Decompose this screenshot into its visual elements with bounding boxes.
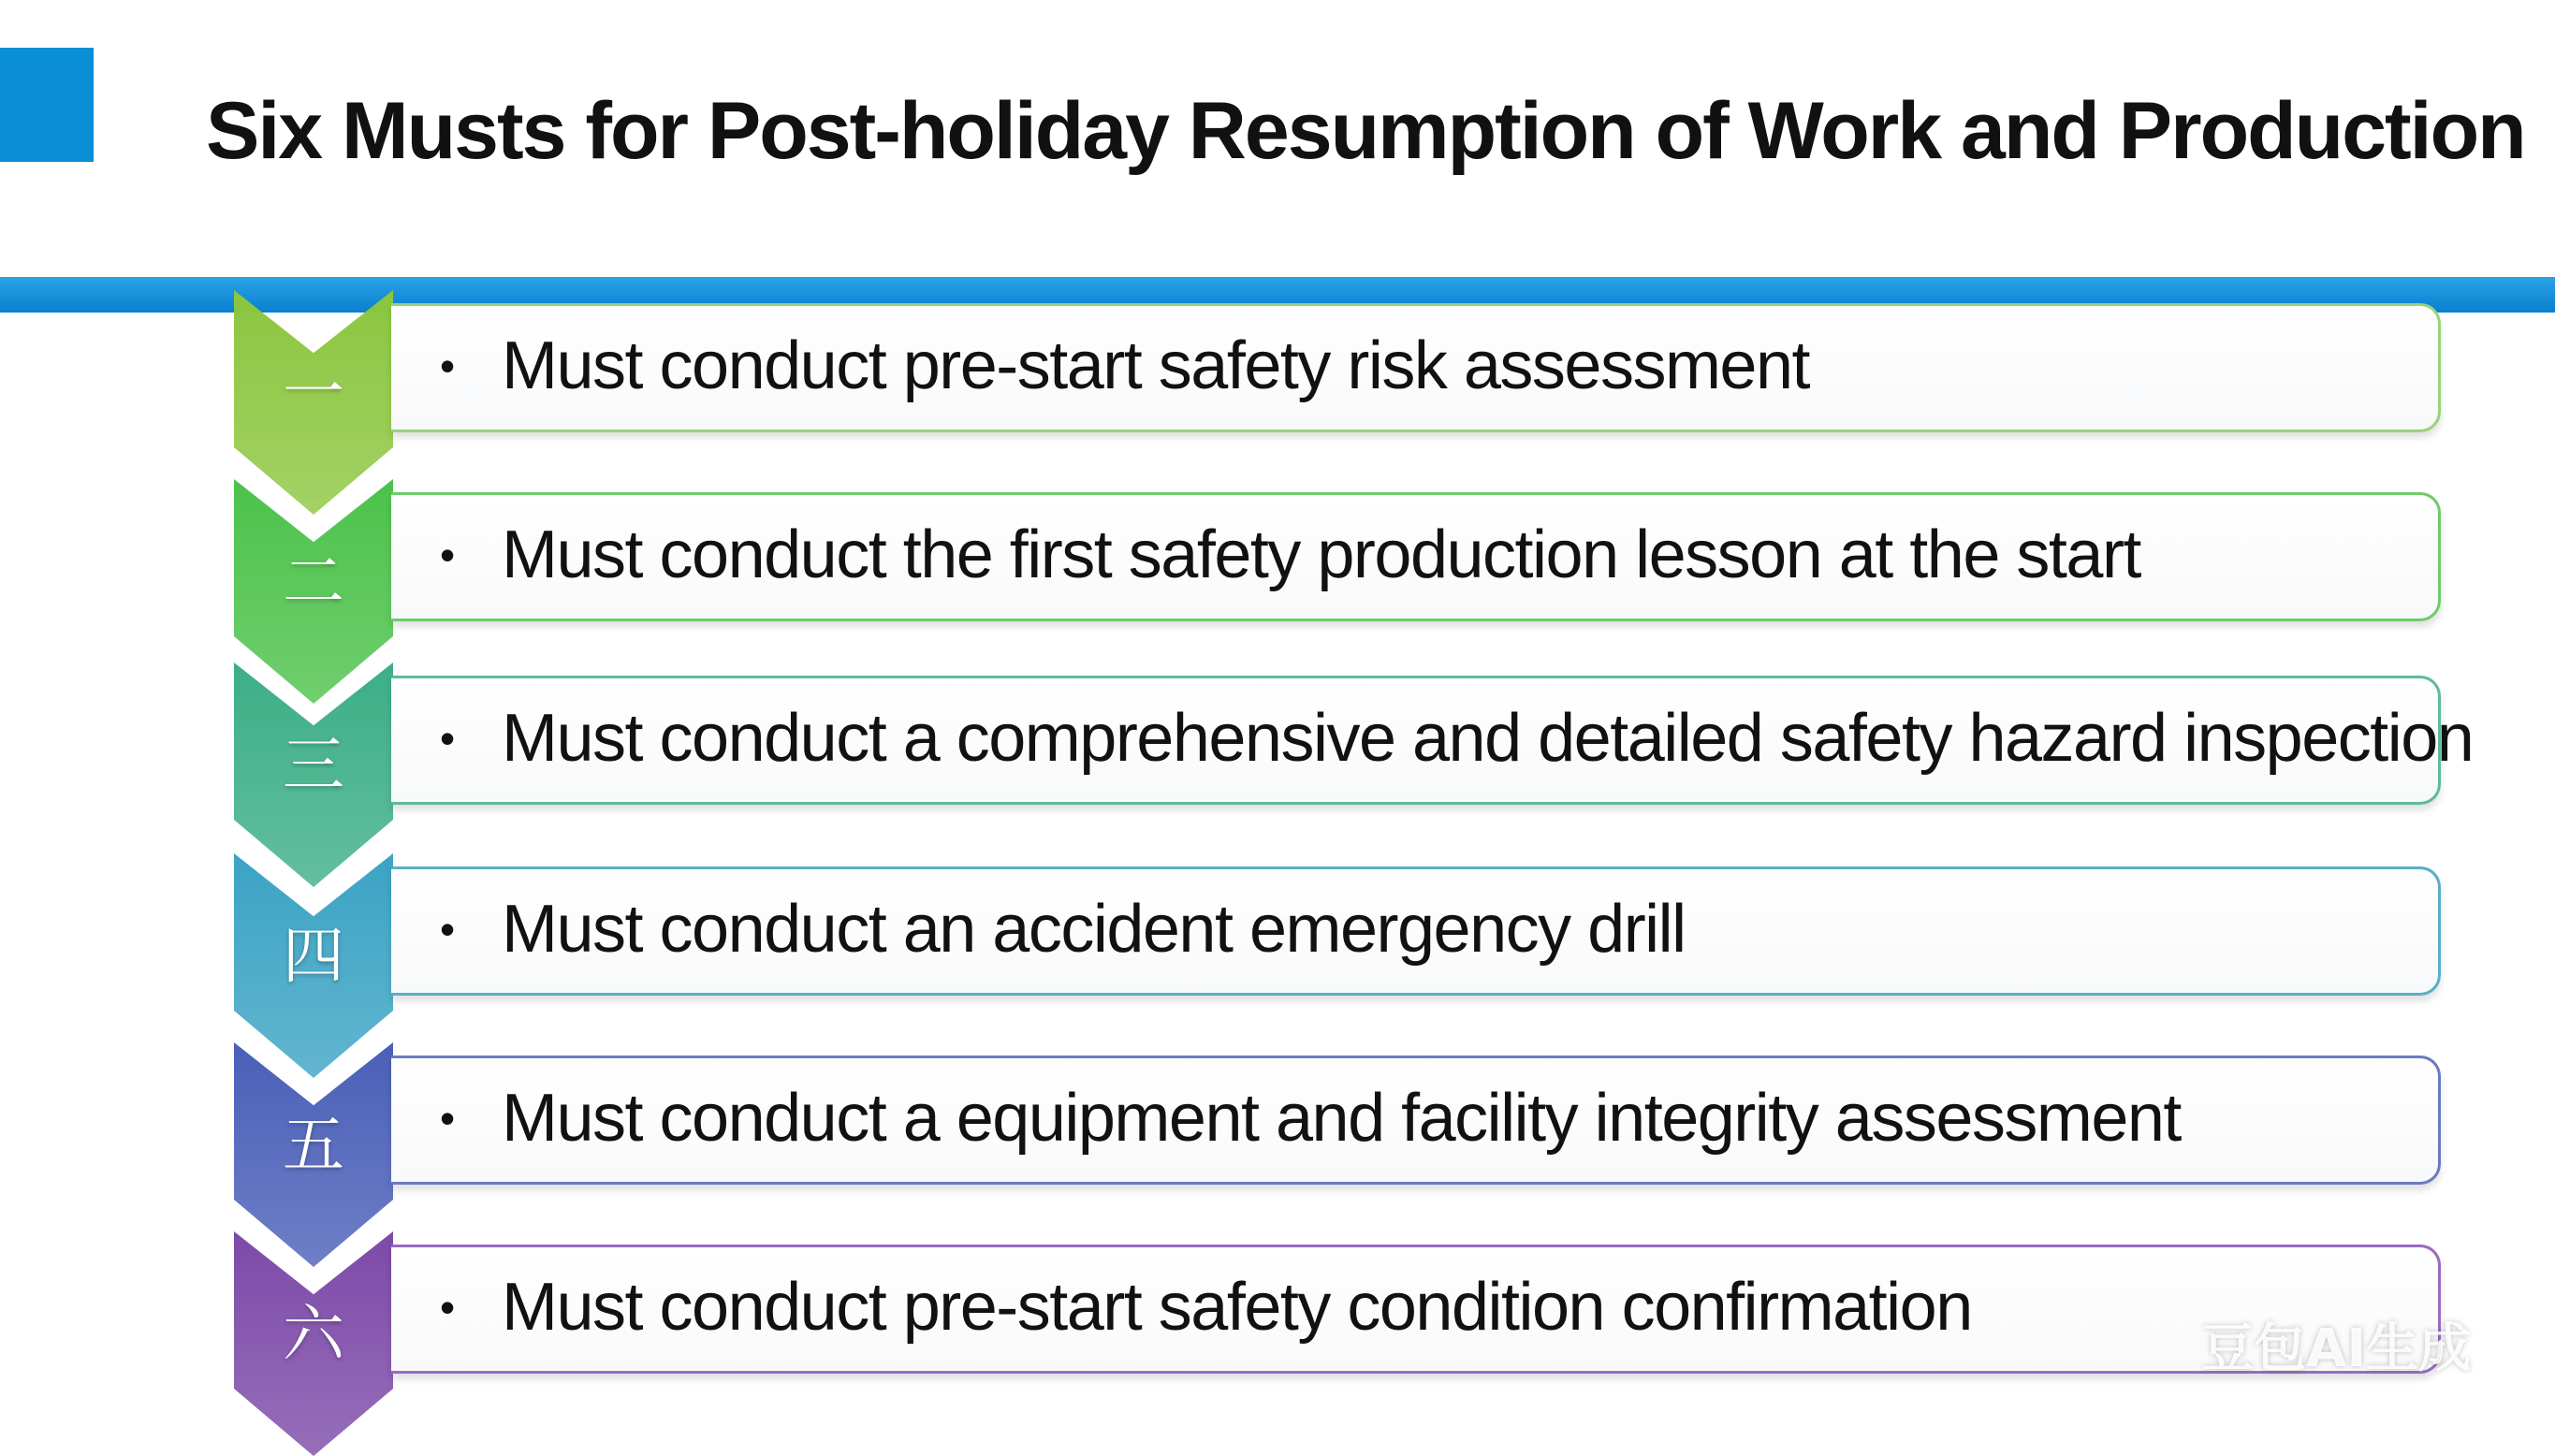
item-text: Must conduct pre-start safety risk assessment (502, 328, 1810, 403)
bullet-icon: • (439, 714, 456, 763)
list-item (0, 479, 2555, 666)
item-box (391, 1056, 2441, 1185)
item-text: Must conduct pre-start safety condition confirmation (502, 1270, 1972, 1345)
item-numeral: 五 (283, 1109, 344, 1181)
item-box (391, 1245, 2441, 1374)
bullet-icon: • (439, 1094, 456, 1143)
item-numeral: 一 (283, 357, 344, 429)
item-numeral: 三 (283, 729, 344, 801)
list-item (0, 290, 2555, 477)
item-text: Must conduct the first safety production lesson at the start (502, 517, 2140, 592)
bullet-icon: • (439, 905, 456, 954)
item-text: Must conduct an accident emergency drill (502, 892, 1686, 967)
list-item (0, 662, 2555, 850)
bullet-icon: • (439, 531, 456, 579)
list-item (0, 1231, 2555, 1419)
item-numeral: 二 (283, 546, 344, 618)
item-box (391, 676, 2474, 805)
watermark: 豆包AI生成 (2201, 1318, 2472, 1379)
list-item (0, 1042, 2555, 1230)
item-numeral: 六 (283, 1298, 344, 1370)
bullet-icon: • (439, 342, 456, 390)
item-box (391, 303, 2441, 432)
item-text: Must conduct a equipment and facility integrity assessment (502, 1081, 2181, 1156)
item-text: Must conduct a comprehensive and detailed safety hazard inspection (502, 701, 2474, 776)
item-numeral: 四 (283, 920, 344, 992)
list-item (0, 853, 2555, 1041)
item-box (391, 492, 2441, 621)
item-box (391, 866, 2441, 996)
bullet-icon: • (439, 1283, 456, 1332)
page-title: Six Musts for Post-holiday Resumption of Work and Production (206, 86, 2525, 176)
